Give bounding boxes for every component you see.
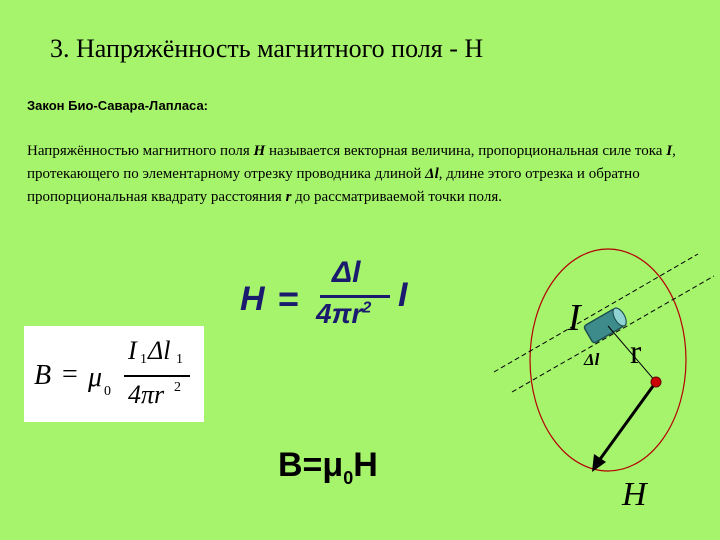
formula-h-numerator: Δl: [332, 256, 361, 289]
diagram-label-I: I: [568, 297, 581, 339]
formula-b-den-exp: 2: [174, 380, 181, 395]
definition-paragraph: [27, 140, 677, 209]
field-diagram-svg: [490, 240, 720, 530]
definition-var-I: I: [666, 143, 673, 159]
formula-b-fraction-bar: [124, 375, 190, 377]
definition-text-1: Напряжённостью магнитного поля: [27, 143, 254, 159]
h-vector-line: [598, 382, 656, 462]
formula-b-den-text: 4πr: [128, 380, 165, 409]
field-diagram: [490, 240, 720, 535]
diagram-label-H: H: [622, 476, 647, 513]
h-vector-arrowhead: [592, 454, 606, 472]
diagram-label-dl: Δl: [584, 350, 600, 369]
formula-h-den-text: 4πr: [316, 298, 363, 329]
formula-b-equals: =: [62, 359, 78, 390]
relation-text: B=μ: [278, 446, 344, 484]
definition-text-3: , протекающего по элементарному отрезку проводника длиной: [27, 143, 676, 182]
relation-tail: H: [353, 446, 378, 484]
formula-h-factor: I: [398, 276, 408, 314]
relation-sub: 0: [343, 467, 354, 488]
formula-b-mu: μ: [88, 362, 103, 393]
relation-b-mu-h: [278, 446, 378, 489]
definition-var-dl: Δl: [425, 166, 439, 182]
field-line-ellipse: [530, 249, 686, 471]
formula-b-lhs: B: [34, 360, 52, 391]
definition-var-H: H: [253, 143, 266, 159]
definition-var-r: r: [285, 189, 292, 205]
law-heading: Закон Био-Савара-Лапласа:: [27, 98, 209, 113]
formula-h-equals: =: [278, 278, 300, 319]
formula-h-denominator: [316, 298, 371, 330]
formula-b-num-I: I: [128, 336, 137, 365]
formula-b-num-dl: Δl: [148, 336, 171, 365]
formula-b: [24, 326, 204, 422]
field-point: [651, 377, 661, 387]
formula-h: [236, 258, 426, 338]
definition-text-2: называется векторная величина, пропорциональная силе тока: [265, 143, 667, 159]
diagram-label-r: r: [630, 334, 642, 371]
formula-b-num-dl-sub: 1: [176, 352, 183, 367]
definition-text-5: до рассматриваемой точки поля.: [291, 189, 502, 205]
formula-h-lhs: H: [240, 280, 265, 318]
formula-h-den-exp: 2: [362, 299, 372, 317]
page-title: 3. Напряжённость магнитного поля - H: [50, 34, 484, 63]
formula-b-num-I-sub: 1: [140, 352, 147, 367]
definition-text-4: , длине этого отрезка и обратно пропорциональная квадрату расстояния: [27, 166, 640, 205]
formula-b-mu-sub: 0: [104, 384, 111, 399]
